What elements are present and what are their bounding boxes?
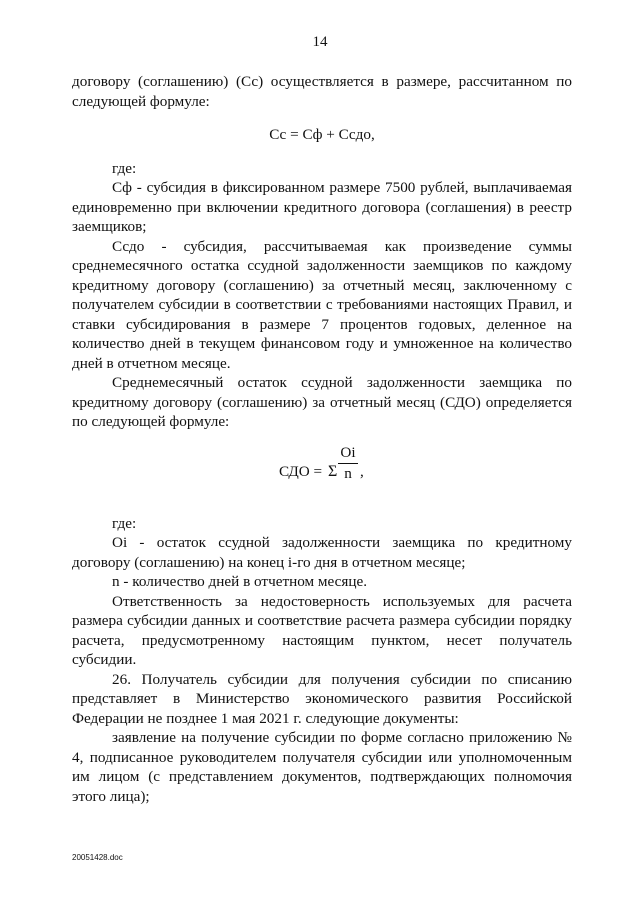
where-label-1: где: (112, 159, 137, 177)
sigma-symbol: Σ (328, 462, 338, 480)
formula-sdo-lhs: СДО = (279, 462, 323, 480)
file-footer: 20051428.doc (72, 853, 123, 862)
where-label-2: где: (112, 514, 137, 532)
page-number: 14 (312, 34, 328, 50)
fraction-numerator: Oi (340, 443, 356, 461)
sdo-intro-paragraph: Среднемесячный остаток ссудной задолженности заемщика по кредитному договору (соглашению) за отчетный месяц (СДО) определяется по следующей формуле: (72, 374, 572, 430)
formula-sdo-comma: , (360, 462, 364, 480)
n-definition: n - количество дней в отчетном месяце. (112, 573, 368, 590)
fraction-denominator: n (344, 464, 352, 482)
document-body (72, 72, 572, 806)
fraction (338, 444, 358, 483)
formula-sdo (72, 442, 572, 500)
application-item: заявление на получение субсидии по форме согласно приложению № 4, подписанное руководителем получателя субсидии или уполномоченным им лицом (с представлением документов, подтверждающих полномочия этого лица); (72, 729, 572, 805)
formula-cc: Сс = Сф + Ссдо, (269, 126, 375, 143)
oi-definition: Oi - остаток ссудной задолженности заемщика по кредитному договору (соглашению) на конец i-го дня в отчетном месяце; (72, 534, 572, 571)
fraction-bar (338, 463, 358, 464)
paragraph-26: 26. Получатель субсидии для получения субсидии по списанию представляет в Министерство экономического развития Российской Федерации не позднее 1 мая 2021 г. следующие документы: (72, 670, 572, 727)
ccdo-definition: Ссдо - субсидия, рассчитываемая как произведение суммы среднемесячного остатка ссудной задолженности заемщиков по каждому кредитному договору (соглашению) за отчетный месяц, заключенному с получателем субсидии в соответствии с требованиями настоящих Правил, и ставки субсидирования в размере 7 процентов годовых, деленное на количество дней в текущем финансовом году и умноженное на количество дней в отчетном месяце. (72, 237, 572, 372)
cf-definition: Сф - субсидия в фиксированном размере 7500 рублей, выплачиваемая единовременно при включении кредитного договора (соглашения) в реестр заемщиков; (72, 179, 572, 235)
intro-paragraph: договору (соглашению) (Сс) осуществляется в размере, рассчитанном по следующей формуле: (72, 73, 572, 110)
responsibility-paragraph: Ответственность за недостоверность используемых для расчета размера субсидии данных и соответствие расчета размера субсидии порядку расчета, предусмотренному настоящим пунктом, несет получатель субсидии. (72, 592, 572, 668)
